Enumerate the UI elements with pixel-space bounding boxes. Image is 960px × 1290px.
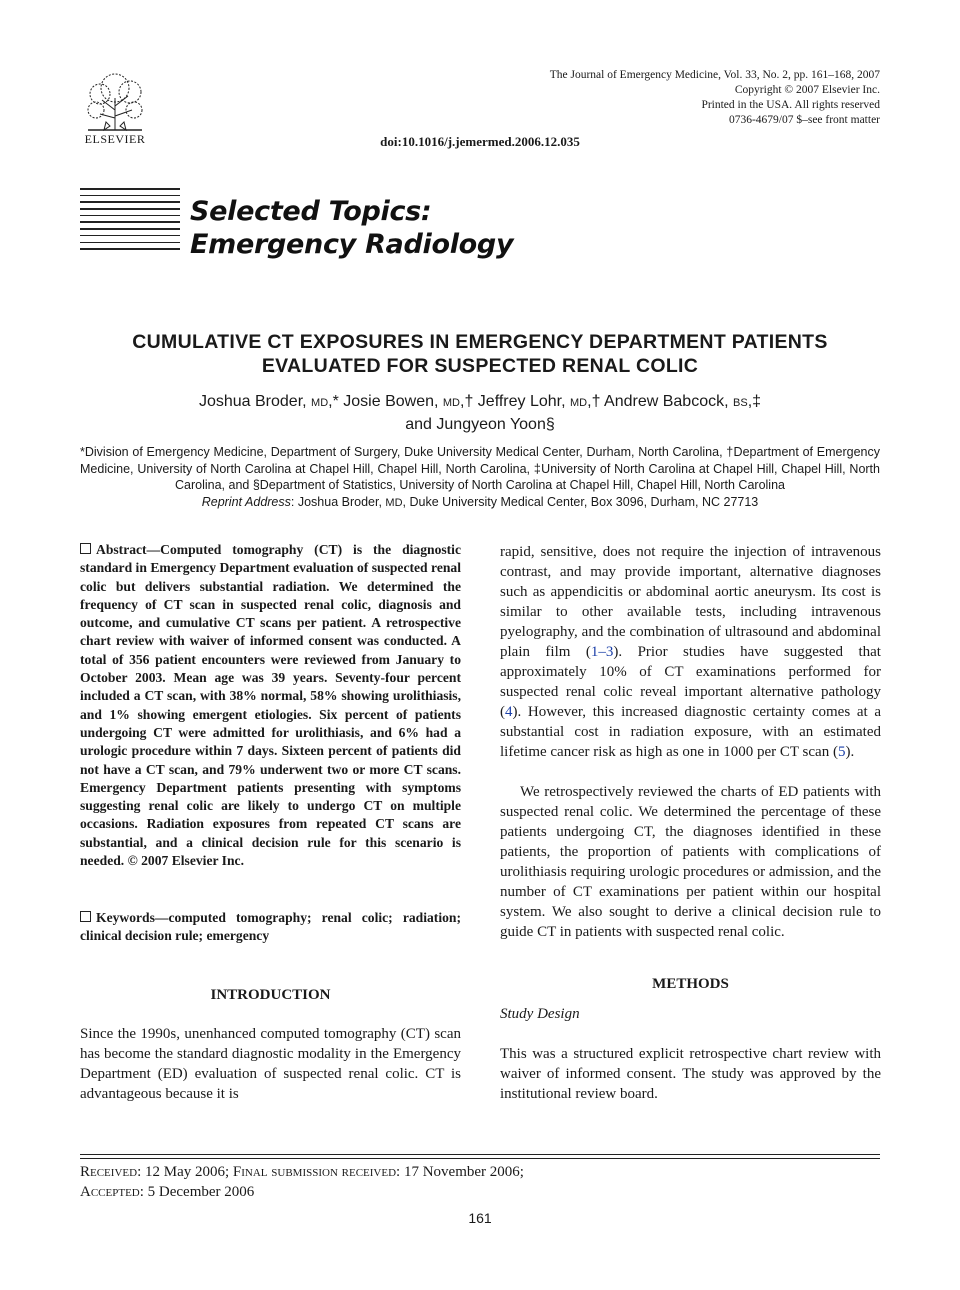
methods-heading: METHODS: [652, 976, 729, 992]
accepted-date: : 5 December 2006: [139, 1184, 255, 1200]
affiliation-text: *Division of Emergency Medicine, Department of Surgery, Duke University Medical Center, Durham, North Carolina, †Department of Emergency Medicine, University of North Carolina at Chapel Hill, Chapel Hill, North Carolina, ‡University of North Carolina at Chapel Hill, Chapel Hill, North Carolina, and §Department of Statistics, University of North Carolina at Chapel Hill, Chapel Hill, North Carolina: [80, 445, 880, 492]
accepted-label: Accepted: [80, 1184, 140, 1200]
author-name: Andrew Babcock,: [604, 393, 729, 410]
author-name: Joshua Broder,: [198, 393, 307, 410]
received-date: : 12 May 2006;: [137, 1164, 233, 1180]
author-degree: MD: [311, 397, 329, 409]
reprint-address: Reprint Address: Joshua Broder, MD, Duke University Medical Center, Box 3096, Durham, NC 27713: [201, 494, 759, 509]
author-name: and Jungyeon Yoon§: [405, 416, 555, 433]
affiliations: [80, 444, 880, 511]
author-name: Josie Bowen,: [343, 393, 439, 410]
issn: 0736-4679/07 $–see front matter: [728, 114, 880, 126]
reference-link[interactable]: 4: [505, 704, 513, 720]
footer-rule-bottom: [80, 1158, 880, 1159]
reference-link[interactable]: 5: [837, 744, 846, 760]
author-mark: ,†: [460, 393, 474, 410]
reference-link[interactable]: 1–3: [590, 644, 614, 660]
doi[interactable]: doi:10.1016/j.jemermed.2006.12.035: [380, 134, 580, 149]
introduction-heading: INTRODUCTION: [210, 987, 331, 1003]
abstract-text: Abstract—Computed tomography (CT) is the diagnostic standard in Emergency Department evaluation of suspected renal colic but delivers substantial radiation. We determined the frequency of CT scan in suspected renal colic, diagnosis and outcome, and cumulative CT scans per patient. A retrospective chart review with waiver of informed consent was conducted. A total of 356 patient encounters were reviewed from January to October 2003. Mean age was 39 years. Seventy-four percent included a CT scan, with 38% normal, 58% showing urolithiasis, and 1% showing emergent etiologies. Six percent of patients undergoing CT were admitted for urolithiasis, and 6% had a urologic procedure within 7 days. Sixteen percent of patients did not have a CT scan, and 79% underwent two or more CT scans. Emergency Department patients presenting with symptoms suggesting renal colic are likely to undergo CT on multiple occasions. Radiation exposures from repeated CT scans are substantial, and a clinical decision rule for this scenario is needed. © 2007 Elsevier Inc.: [80, 542, 461, 869]
journal-info: [460, 68, 880, 128]
introduction-paragraph-2: We retrospectively reviewed the charts of ED patients with suspected renal colic. We determined the percentage of these patients undergoing CT, the diagnoses identified in these patients, the proportion of patients with complications of urolithiasis requiring urologic procedures or admission, and the number of CT examinations per patient within our hospital system. We also sought to derive a clinical decision rule to guide CT in patients with suspected renal colic.: [500, 784, 881, 940]
keywords-text: Keywords—computed tomography; renal colic; radiation; clinical decision rule; emergency: [80, 910, 461, 944]
final-label: Final submission received: [232, 1164, 397, 1180]
section-rules: [80, 188, 180, 255]
page-number: 161: [468, 1210, 492, 1226]
section-title-line1: Selected Topics:: [190, 196, 432, 227]
copyright: Copyright © 2007 Elsevier Inc.: [734, 84, 880, 96]
study-design-paragraph: This was a structured explicit retrospective chart review with waiver of informed consent. The study was approved by the institutional review board.: [500, 1046, 881, 1102]
author-mark: ,‡: [747, 393, 762, 410]
reprint-name: Joshua Broder,: [297, 494, 382, 509]
footer-rule-top: [80, 1154, 880, 1155]
author-degree: MD: [570, 397, 588, 409]
author-mark: ,*: [328, 393, 339, 410]
article-title: [80, 330, 880, 378]
title-line1: CUMULATIVE CT EXPOSURES IN EMERGENCY DEPARTMENT PATIENTS: [132, 331, 828, 353]
publisher-name: ELSEVIER: [84, 132, 146, 146]
tree-logo-icon: [80, 70, 150, 132]
title-line2: EVALUATED FOR SUSPECTED RENAL COLIC: [261, 355, 699, 377]
square-bullet-icon: [80, 911, 91, 922]
abstract: [80, 541, 461, 870]
introduction-paragraph-continued: rapid, sensitive, does not require the injection of intravenous contrast, and may provide important, alternative diagnoses such as appendicitis or abdominal aortic aneurysm. Its cost is similar to other available tests, including intravenous pyelography, and the combination of ultrasound and abdominal plain film (1–3). Prior studies have suggested that approximately 10% of CT examinations performed for suspected renal colic reveal important alternative pathology (4). However, this increased diagnostic certainty comes at a substantial cost in radiation exposure, with an estimated lifetime cancer risk as high as one in 1000 per CT scan (5).: [500, 544, 881, 760]
dates: [80, 1162, 524, 1202]
author-mark: ,†: [587, 393, 601, 410]
square-bullet-icon: [80, 543, 91, 554]
received-label: Received: [80, 1164, 138, 1180]
keywords: [80, 909, 461, 946]
reprint-label: Reprint Address: [201, 494, 291, 509]
final-date: : 17 November 2006;: [396, 1164, 524, 1180]
introduction-paragraph: Since the 1990s, unenhanced computed tomography (CT) scan has become the standard diagnostic modality in the Emergency Department (ED) evaluation of suspected renal colic. CT is advantageous because it is: [80, 1026, 461, 1102]
reprint-degree: MD: [385, 496, 403, 509]
printed-in: Printed in the USA. All rights reserved: [701, 99, 880, 111]
journal-citation: The Journal of Emergency Medicine, Vol. 33, No. 2, pp. 161–168, 2007: [549, 69, 880, 81]
section-title-line2: Emergency Radiology: [190, 229, 514, 260]
study-design-heading: Study Design: [500, 1006, 580, 1022]
section-title: [190, 195, 513, 261]
author-list: [80, 391, 880, 435]
reprint-rest: , Duke University Medical Center, Box 3096, Durham, NC 27713: [402, 494, 759, 509]
author-degree: BS: [733, 397, 748, 409]
author-name: Jeffrey Lohr,: [477, 393, 566, 410]
author-degree: MD: [442, 397, 460, 409]
